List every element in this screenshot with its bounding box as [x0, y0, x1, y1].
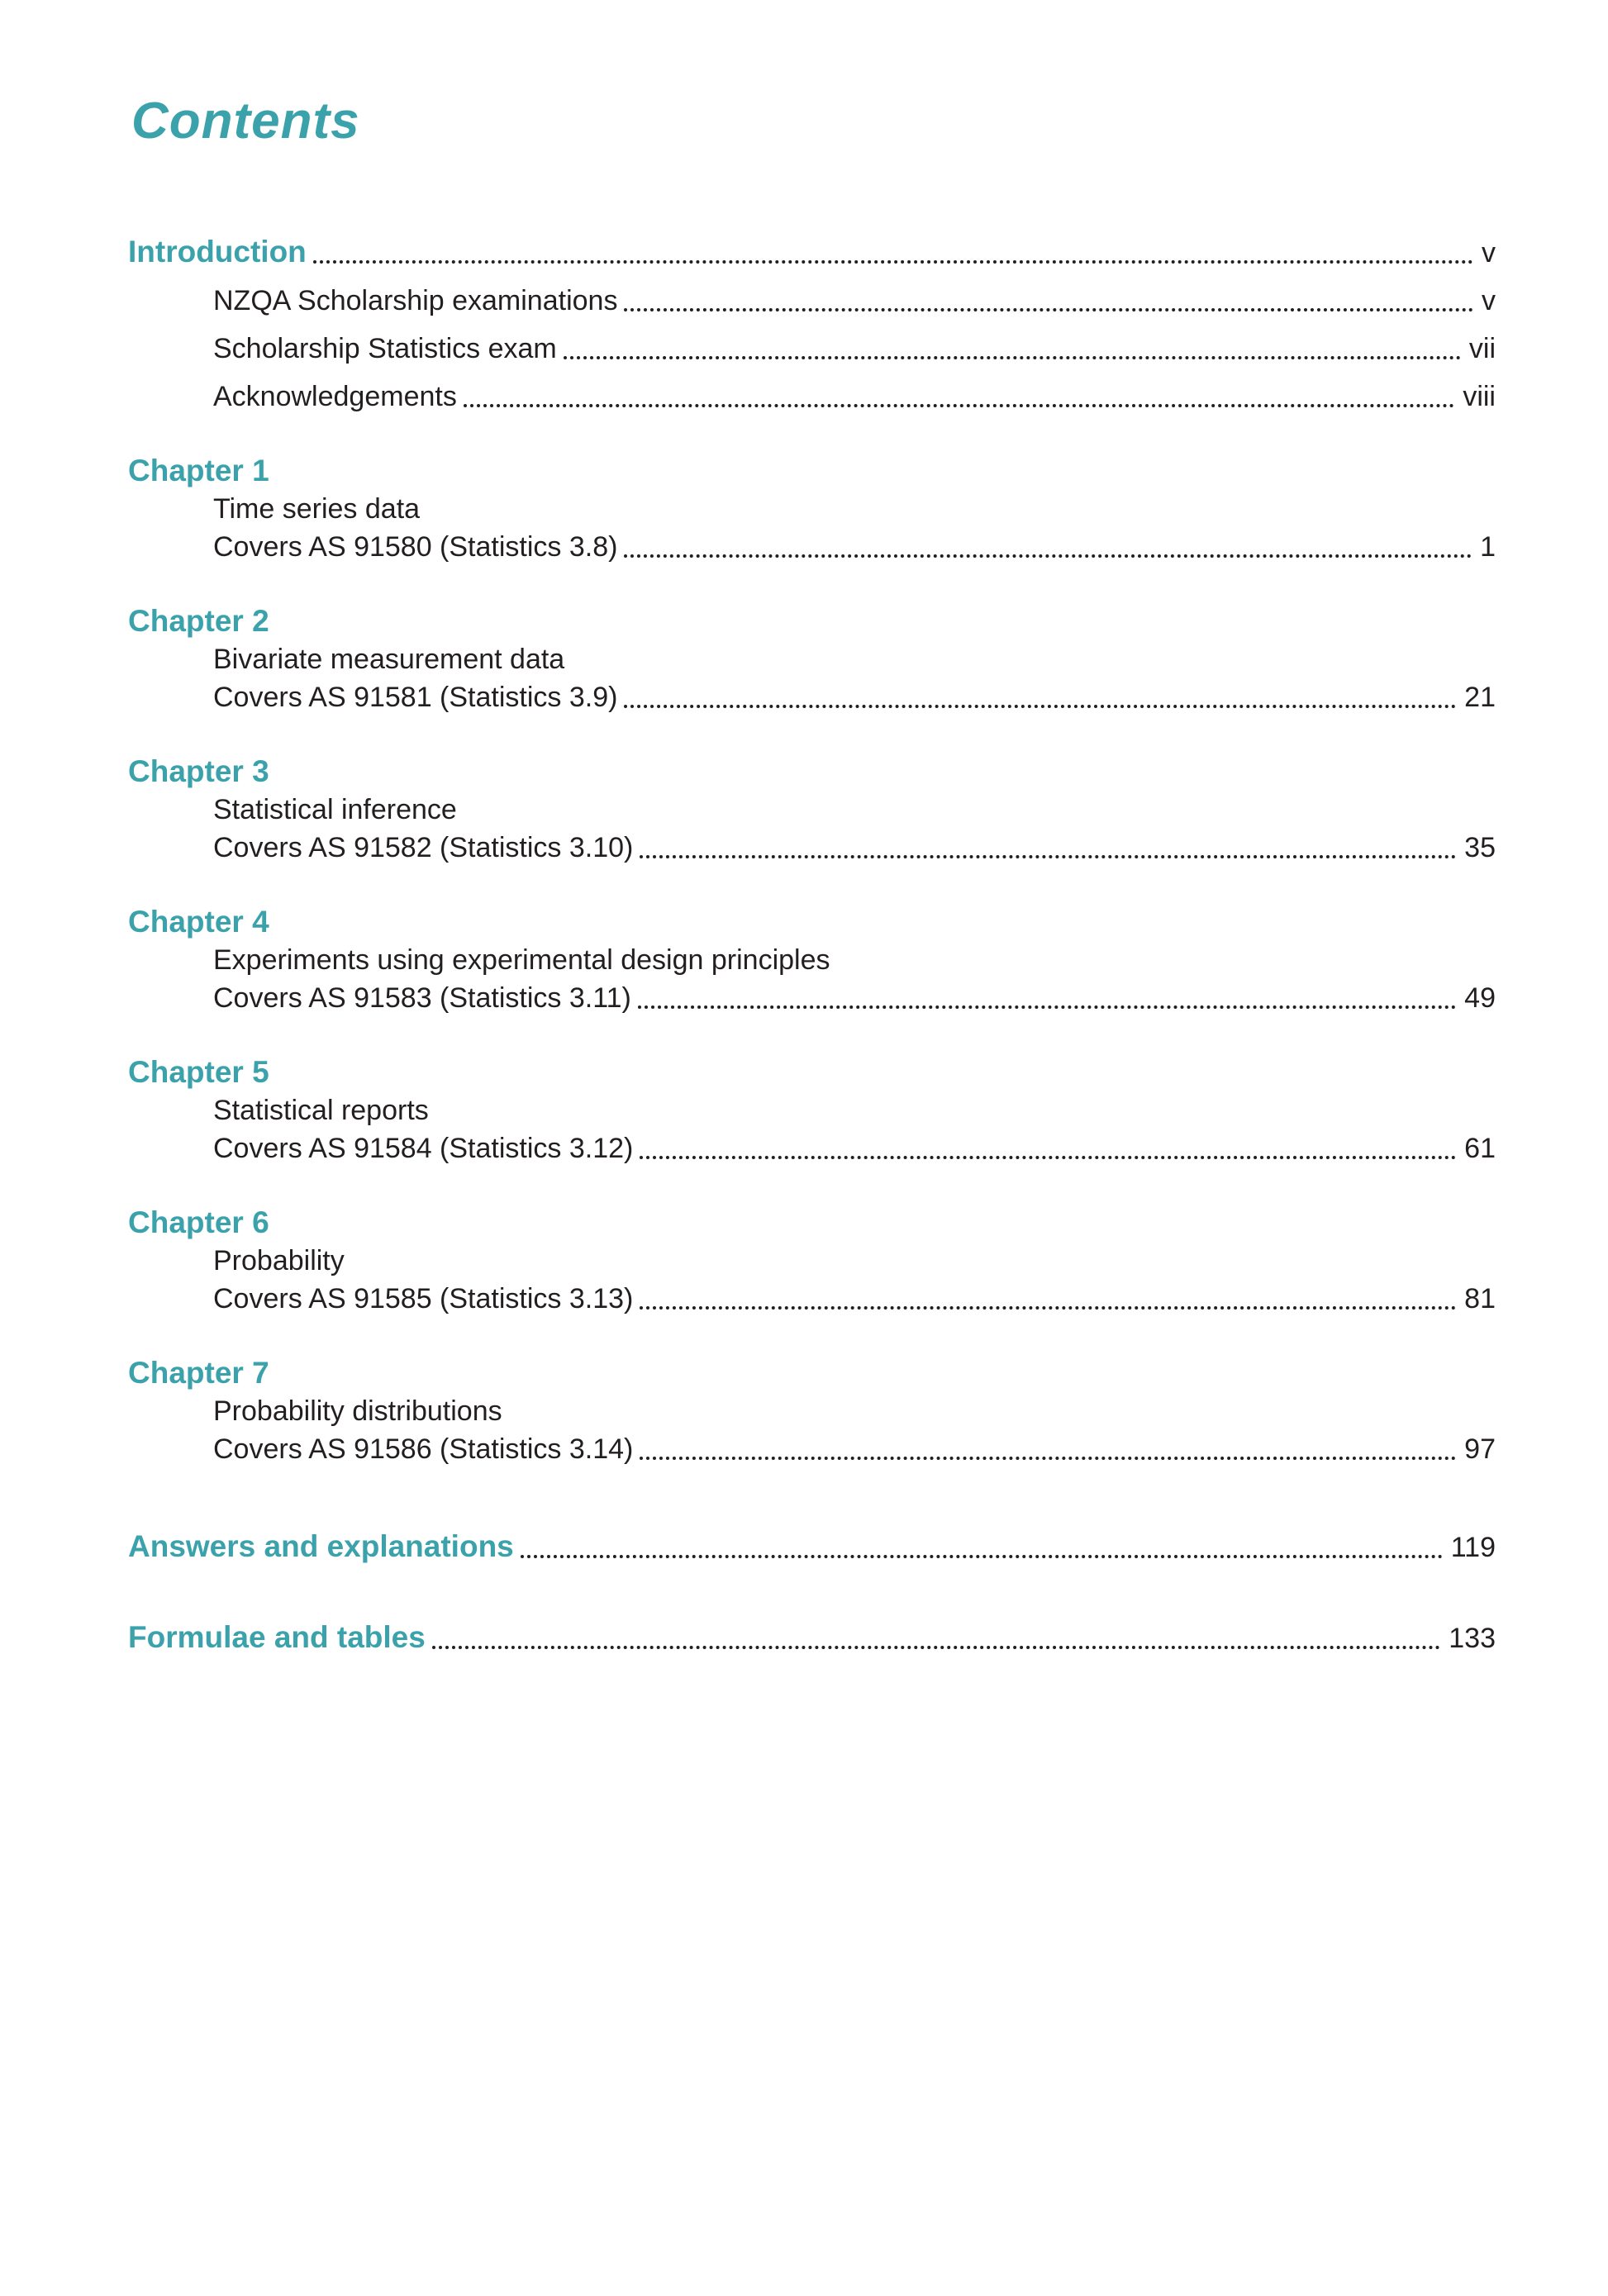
- intro-item-label: Scholarship Statistics exam: [213, 333, 557, 364]
- chapter-covers-label: Covers AS 91582 (Statistics 3.10): [213, 832, 634, 863]
- chapter-subtitle: Time series data: [213, 493, 421, 525]
- dotted-leader: [464, 404, 1455, 407]
- backmatter-label: Answers and explanations: [128, 1529, 514, 1563]
- chapter-entry: [128, 1355, 1496, 1467]
- chapter-covers-label: Covers AS 91583 (Statistics 3.11): [213, 982, 631, 1014]
- chapter-subtitle: Statistical inference: [213, 794, 457, 825]
- backmatter-section: [128, 1528, 1496, 1657]
- page-number: 119: [1450, 1532, 1496, 1563]
- chapter-covers-label: Covers AS 91581 (Statistics 3.9): [213, 682, 618, 713]
- chapter-subtitle: Probability: [213, 1245, 345, 1276]
- toc-row-chapter-covers: [213, 1281, 1496, 1317]
- page-number: 81: [1464, 1283, 1496, 1314]
- toc-row-chapter-covers: [213, 830, 1496, 866]
- chapter-covers-label: Covers AS 91580 (Statistics 3.8): [213, 531, 618, 563]
- page-number: v: [1482, 285, 1496, 316]
- chapters-section: [128, 453, 1496, 1467]
- chapter-subtitle: Probability distributions: [213, 1395, 502, 1427]
- dotted-leader: [624, 554, 1472, 558]
- chapter-heading: Chapter 7: [128, 1356, 269, 1390]
- toc-row-intro-item: [213, 330, 1496, 367]
- dotted-leader: [313, 260, 1473, 264]
- chapter-covers-label: Covers AS 91586 (Statistics 3.14): [213, 1433, 634, 1465]
- chapter-heading: Chapter 4: [128, 905, 269, 939]
- chapter-covers-label: Covers AS 91585 (Statistics 3.13): [213, 1283, 634, 1314]
- page-number: viii: [1463, 381, 1496, 412]
- chapter-heading: Chapter 5: [128, 1055, 269, 1089]
- page-number: v: [1482, 237, 1496, 269]
- dotted-leader: [432, 1646, 1440, 1649]
- page-number: vii: [1468, 333, 1496, 364]
- page-title: Contents: [131, 93, 360, 150]
- toc-row-chapter-covers: [213, 1130, 1496, 1167]
- dotted-leader: [624, 308, 1473, 311]
- intro-item-label: Acknowledgements: [213, 381, 457, 412]
- dotted-leader: [640, 855, 1456, 858]
- contents-page: [0, 93, 1608, 2296]
- toc-row-chapter-covers: [213, 980, 1496, 1016]
- page-number: 61: [1464, 1133, 1496, 1164]
- toc-row-chapter-covers: [213, 529, 1496, 565]
- toc-row-chapter-covers: [213, 679, 1496, 715]
- page-number: 97: [1464, 1433, 1496, 1465]
- chapter-entry: [128, 1054, 1496, 1167]
- chapter-heading: Chapter 3: [128, 754, 269, 788]
- page-number: 49: [1464, 982, 1496, 1014]
- toc-row-chapter-covers: [213, 1431, 1496, 1467]
- chapter-subtitle: Statistical reports: [213, 1095, 429, 1126]
- intro-item-label: NZQA Scholarship examinations: [213, 285, 618, 316]
- toc-row-backmatter: [128, 1528, 1496, 1566]
- page-number: 21: [1464, 682, 1496, 713]
- dotted-leader: [564, 356, 1461, 359]
- backmatter-label: Formulae and tables: [128, 1620, 426, 1654]
- toc-row-intro-item: [213, 283, 1496, 319]
- chapter-entry: [128, 904, 1496, 1016]
- dotted-leader: [638, 1005, 1456, 1009]
- page-number: 35: [1464, 832, 1496, 863]
- dotted-leader: [640, 1457, 1456, 1460]
- chapter-heading: Chapter 1: [128, 454, 269, 487]
- toc-row-intro-item: [213, 378, 1496, 415]
- chapter-entry: [128, 753, 1496, 866]
- chapter-entry: [128, 1205, 1496, 1317]
- table-of-contents: [128, 233, 1496, 1657]
- dotted-leader: [640, 1156, 1456, 1159]
- dotted-leader: [624, 705, 1456, 708]
- chapter-subtitle: Bivariate measurement data: [213, 644, 565, 675]
- chapter-subtitle: Experiments using experimental design principles: [213, 944, 830, 976]
- page-number: 1: [1480, 531, 1496, 563]
- dotted-leader: [521, 1555, 1443, 1558]
- toc-row-introduction: [128, 233, 1496, 271]
- chapter-heading: Chapter 2: [128, 604, 269, 638]
- toc-row-backmatter: [128, 1619, 1496, 1657]
- page-number: 133: [1449, 1623, 1496, 1654]
- dotted-leader: [640, 1306, 1456, 1310]
- chapter-heading: Chapter 6: [128, 1205, 269, 1239]
- chapter-entry: [128, 453, 1496, 565]
- introduction-section: [128, 233, 1496, 415]
- chapter-entry: [128, 603, 1496, 715]
- chapter-covers-label: Covers AS 91584 (Statistics 3.12): [213, 1133, 634, 1164]
- introduction-label: Introduction: [128, 235, 307, 269]
- intro-items: [128, 283, 1496, 415]
